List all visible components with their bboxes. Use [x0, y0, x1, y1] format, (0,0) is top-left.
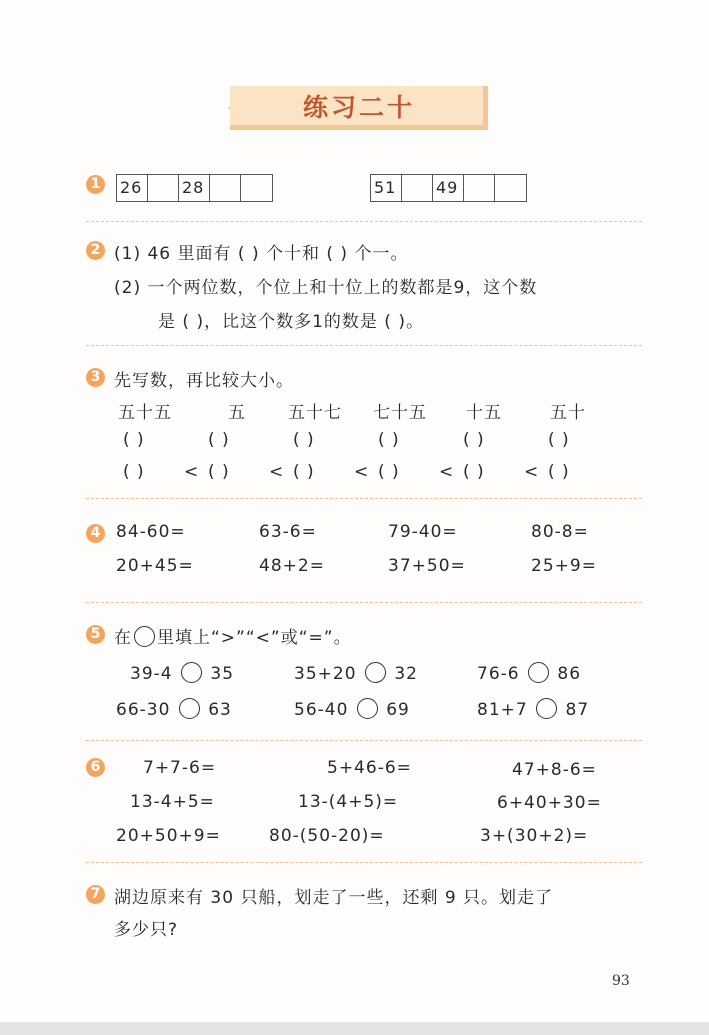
compare-right: 69: [386, 700, 410, 720]
compare-right: 63: [208, 700, 232, 720]
equation: 3+(30+2)=: [480, 826, 589, 846]
compare-item: [477, 662, 581, 684]
answer-blank[interactable]: ( ): [463, 430, 485, 450]
equation: 80-(50-20)=: [269, 826, 385, 846]
section-divider: [86, 862, 642, 863]
equation: 5+46-6=: [327, 758, 412, 778]
exercise-2-line-1: (1) 46 里面有 ( ) 个十和 ( ) 个一。: [114, 244, 409, 264]
compare-right: 35: [210, 664, 235, 684]
equation: 37+50=: [388, 556, 466, 576]
answer-blank[interactable]: ( ): [208, 462, 230, 482]
equation: 79-40=: [388, 522, 458, 542]
answer-blank[interactable]: ( ): [293, 462, 315, 482]
answer-blank[interactable]: ( ): [123, 430, 145, 450]
exercise-4-badge: 4: [86, 524, 105, 543]
answer-blank[interactable]: ( ): [548, 462, 570, 482]
chinese-number: 五十七: [288, 403, 342, 423]
equation: 7+7-6=: [143, 758, 217, 778]
answer-blank[interactable]: ( ): [123, 462, 145, 482]
compare-right: 86: [557, 664, 582, 684]
chinese-number: 五十: [550, 403, 586, 423]
section-divider: [86, 221, 642, 222]
section-divider: [86, 345, 642, 346]
answer-blank[interactable]: ( ): [463, 462, 485, 482]
compare-left: 76-6: [477, 664, 520, 684]
page-title: 练习二十: [302, 93, 415, 122]
answer-blank[interactable]: ( ): [548, 430, 570, 450]
equation: 20+45=: [116, 556, 194, 576]
prompt-text: 在: [114, 628, 132, 648]
chinese-number: 七十五: [373, 403, 427, 423]
box-b-cell: 51: [371, 175, 402, 201]
compare-left: 39-4: [130, 664, 173, 684]
compare-item: [477, 698, 589, 720]
box-b-cell: 49: [433, 175, 464, 201]
exercise-6-badge: 6: [86, 758, 105, 777]
compare-item: [294, 698, 410, 720]
exercise-1-badge: 1: [86, 175, 105, 194]
compare-left: 81+7: [477, 700, 528, 720]
chinese-number: 十五: [466, 403, 502, 423]
exercise-5-prompt: [114, 623, 352, 648]
exercise-5-badge: 5: [86, 625, 105, 644]
compare-left: 35+20: [294, 664, 357, 684]
compare-item: [294, 662, 418, 684]
compare-circle[interactable]: [181, 662, 202, 683]
section-divider: [86, 602, 642, 603]
equation: 25+9=: [531, 556, 597, 576]
number-box-b: [370, 174, 527, 202]
section-divider: [86, 740, 642, 741]
chinese-number: 五: [228, 403, 246, 423]
compare-right: 87: [565, 700, 590, 720]
box-a-cell: [148, 175, 179, 201]
answer-blank[interactable]: ( ): [378, 430, 400, 450]
compare-circle[interactable]: [365, 662, 386, 683]
equation: 47+8-6=: [512, 760, 597, 780]
box-a-cell: [210, 175, 241, 201]
number-box-a: [116, 174, 273, 202]
compare-circle[interactable]: [536, 698, 557, 719]
box-a-cell: [241, 175, 272, 201]
equation: 48+2=: [259, 556, 325, 576]
box-a-cell: 26: [117, 175, 148, 201]
box-b-cell: [464, 175, 495, 201]
equation: 13-(4+5)=: [298, 792, 399, 812]
exercise-2-line-3: 是 ( )，比这个数多1的数是 ( )。: [158, 312, 424, 332]
section-divider: [86, 498, 642, 499]
page-number: 93: [612, 973, 630, 989]
exercise-7-line-1: 湖边原来有 30 只船，划走了一些，还剩 9 只。划走了: [114, 888, 554, 908]
less-than-sign: <: [184, 462, 200, 482]
compare-right: 32: [394, 664, 418, 684]
compare-circle[interactable]: [357, 698, 378, 719]
box-b-cell: [402, 175, 433, 201]
less-than-sign: <: [524, 462, 540, 482]
prompt-text: 里填上“>”“<”或“=”。: [157, 628, 352, 648]
equation: 13-4+5=: [130, 792, 215, 812]
answer-blank[interactable]: ( ): [378, 462, 400, 482]
answer-blank[interactable]: ( ): [293, 430, 315, 450]
compare-circle[interactable]: [179, 698, 200, 719]
compare-item: [116, 698, 232, 720]
box-a-cell: 28: [179, 175, 210, 201]
exercise-2-line-2: (2) 一个两位数，个位上和十位上的数都是9，这个数: [114, 278, 538, 298]
bottom-bar: [0, 1022, 709, 1035]
answer-blank[interactable]: ( ): [208, 430, 230, 450]
equation: 6+40+30=: [497, 793, 602, 813]
compare-left: 56-40: [294, 700, 349, 720]
equation: 84-60=: [116, 522, 186, 542]
compare-item: [130, 662, 234, 684]
less-than-sign: <: [354, 462, 370, 482]
less-than-sign: <: [439, 462, 455, 482]
exercise-2-badge: 2: [86, 241, 105, 260]
less-than-sign: <: [269, 462, 285, 482]
compare-circle[interactable]: [528, 662, 549, 683]
equation: 20+50+9=: [116, 826, 221, 846]
equation: 63-6=: [259, 522, 317, 542]
compare-left: 66-30: [116, 700, 171, 720]
chinese-number: 五十五: [118, 403, 172, 423]
circle-blank-icon: [134, 626, 155, 647]
exercise-7-line-2: 多少只?: [114, 920, 179, 940]
equation: 80-8=: [531, 522, 589, 542]
exercise-3-prompt: 先写数，再比较大小。: [114, 371, 294, 391]
exercise-3-badge: 3: [86, 368, 105, 387]
box-b-cell: [495, 175, 526, 201]
exercise-7-badge: 7: [86, 885, 105, 904]
